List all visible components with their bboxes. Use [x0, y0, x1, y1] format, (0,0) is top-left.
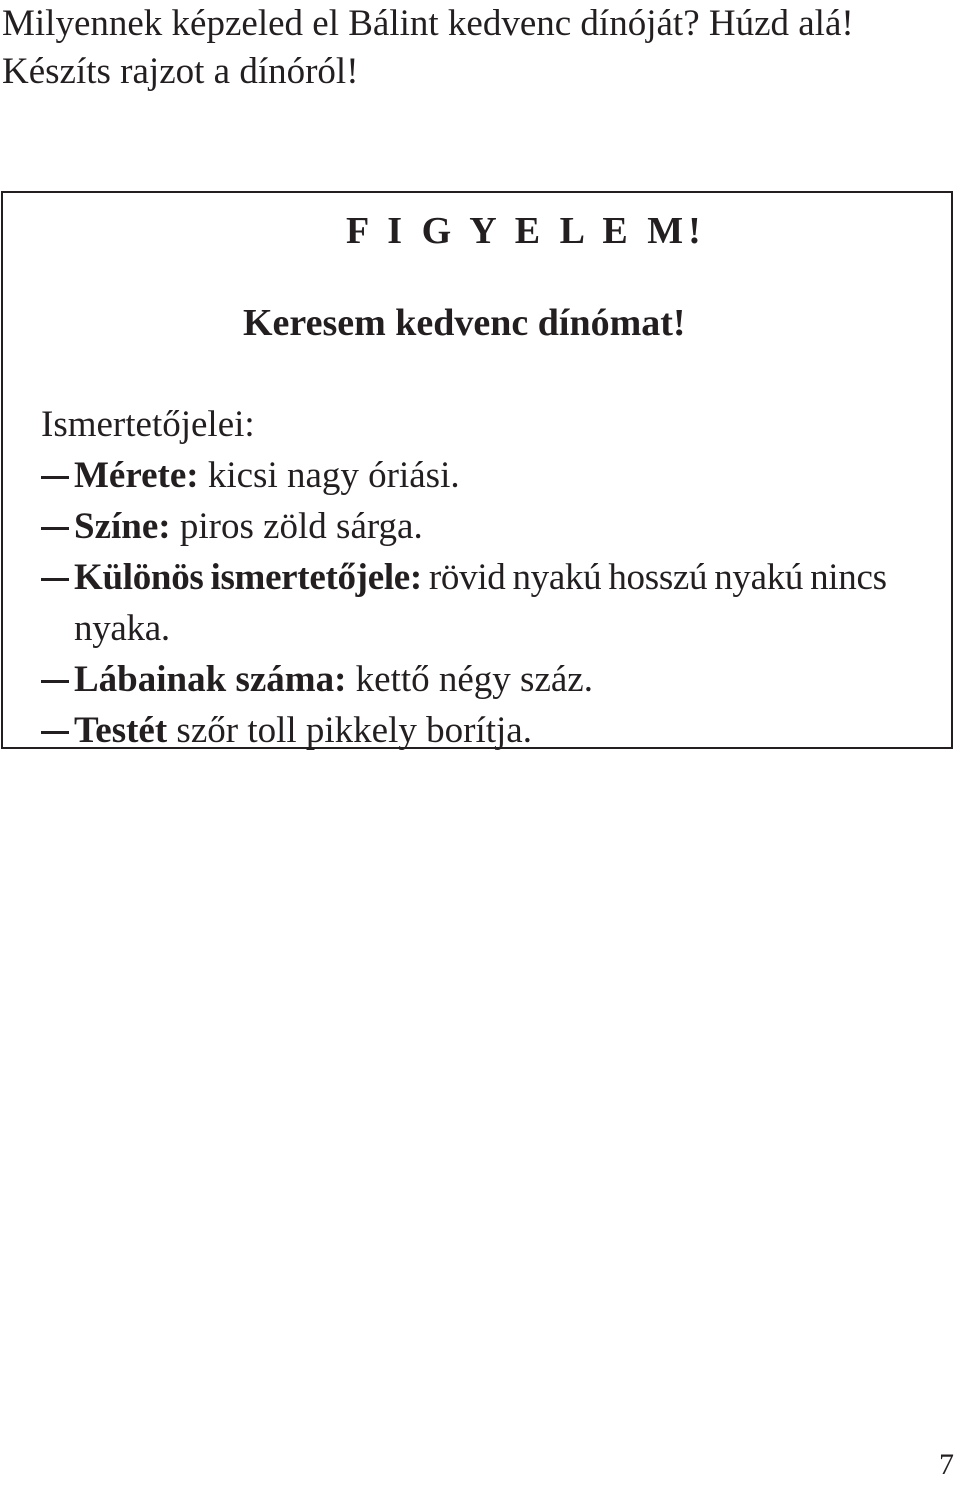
feature-options[interactable]: kicsi nagy óriási. — [207, 455, 460, 496]
task-instructions — [2, 0, 952, 96]
notice-box — [1, 191, 953, 749]
feature-options[interactable]: rövid nyakú hosszú nyakú nincs nyaka. — [74, 557, 887, 649]
feature-label: Színe: — [74, 506, 171, 547]
feature-label: Lábainak száma: — [74, 659, 347, 700]
notice-heading: F I G Y E L E M! — [346, 210, 706, 252]
feature-color — [41, 501, 946, 552]
notice-subheading: Keresem kedvenc dínómat! — [243, 302, 686, 344]
feature-body-cover — [41, 705, 946, 756]
feature-special — [41, 552, 946, 654]
features-title: Ismertetőjelei: — [41, 404, 255, 445]
task-line-2: Készíts rajzot a dínóról! — [2, 51, 359, 92]
feature-options[interactable]: kettő négy száz. — [355, 659, 593, 700]
page-number: 7 — [939, 1448, 954, 1481]
feature-options[interactable]: piros zöld sárga. — [179, 506, 423, 547]
feature-list — [41, 450, 946, 756]
feature-options[interactable]: szőr toll pikkely borítja. — [176, 710, 532, 751]
feature-label: Mérete: — [74, 455, 199, 496]
feature-legs — [41, 654, 946, 705]
feature-label: Különös ismertetőjele: — [74, 557, 422, 598]
feature-label: Testét — [74, 710, 168, 751]
feature-size — [41, 450, 946, 501]
task-line-1: Milyennek képzeled el Bálint kedvenc dínóját? Húzd alá! — [2, 3, 854, 44]
